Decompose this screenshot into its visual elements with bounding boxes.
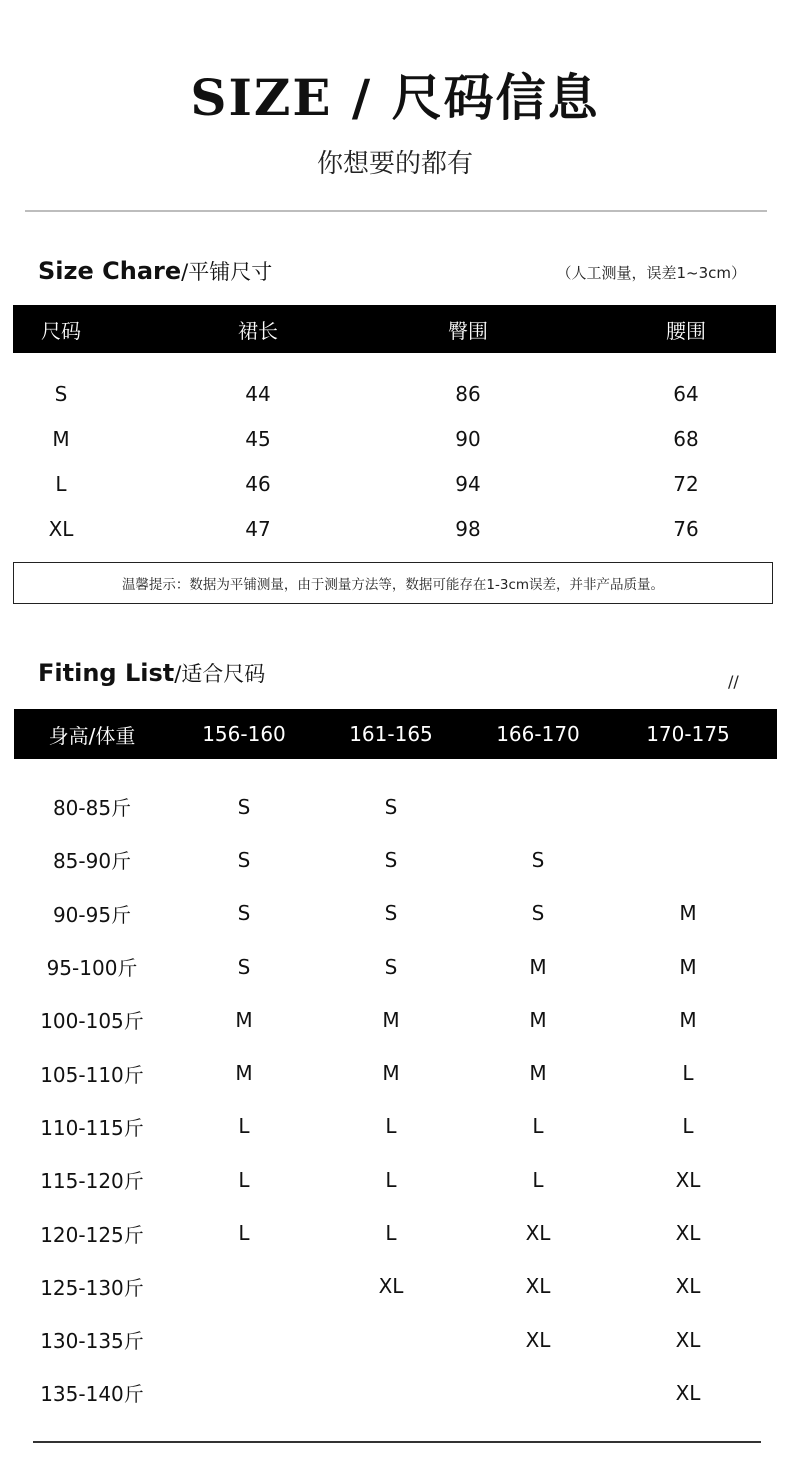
- table-row: [14, 780, 777, 833]
- size-cell: 46: [245, 471, 271, 496]
- size-cell: 68: [673, 426, 699, 451]
- fit-col-header: 身高/体重: [48, 723, 136, 748]
- fit-size-cell: L: [238, 1221, 250, 1246]
- fit-size-cell: [468, 780, 608, 833]
- fit-col-header: 156-160: [202, 722, 286, 746]
- fit-size-cell: L: [385, 1221, 397, 1246]
- fit-size-cell: L: [238, 1114, 250, 1139]
- fit-weight-cell: 110-115斤: [40, 1115, 144, 1140]
- fit-size-cell: S: [237, 954, 251, 979]
- fit-size-cell: S: [531, 901, 545, 926]
- size-cell: 45: [245, 426, 271, 451]
- fit-size-cell: L: [532, 1114, 544, 1139]
- size-chart-body: [13, 371, 776, 551]
- size-chart-title: [38, 256, 272, 286]
- fit-weight-cell: 120-125斤: [40, 1222, 144, 1247]
- fit-size-cell: S: [237, 847, 251, 872]
- fit-list-header: [14, 709, 777, 759]
- fit-weight-cell: 125-130斤: [40, 1275, 144, 1300]
- fit-weight-cell: 135-140斤: [40, 1382, 144, 1407]
- fit-size-cell: XL: [525, 1221, 551, 1246]
- size-cell: 44: [245, 381, 271, 406]
- fit-weight-cell: 80-85斤: [52, 796, 132, 821]
- table-row: [13, 461, 776, 506]
- fit-size-cell: S: [384, 794, 398, 819]
- fit-weight-cell: 115-120斤: [40, 1169, 144, 1194]
- fit-size-cell: S: [384, 954, 398, 979]
- fit-weight-cell: 105-110斤: [40, 1062, 144, 1087]
- fit-size-cell: M: [235, 1007, 253, 1032]
- fit-size-cell: XL: [675, 1327, 701, 1352]
- fit-size-cell: XL: [525, 1274, 551, 1299]
- fit-size-cell: [321, 1366, 461, 1419]
- table-row: [14, 993, 777, 1046]
- table-row: [14, 1100, 777, 1153]
- fit-size-cell: S: [237, 794, 251, 819]
- size-chart-header: [13, 305, 776, 353]
- size-chart-title-light: /平铺尺寸: [181, 260, 273, 284]
- fit-size-cell: S: [237, 901, 251, 926]
- fit-size-cell: XL: [675, 1274, 701, 1299]
- size-cell: 94: [455, 471, 481, 496]
- fit-size-cell: XL: [675, 1380, 701, 1405]
- size-cell: XL: [48, 516, 74, 541]
- header-divider: [25, 210, 767, 212]
- fit-size-cell: [468, 1366, 608, 1419]
- fit-list-title-bold: Fiting List: [38, 659, 175, 687]
- fit-size-cell: M: [529, 1061, 547, 1086]
- fit-col-header: 161-165: [349, 722, 433, 746]
- fit-weight-cell: 95-100斤: [46, 956, 138, 981]
- measurement-note: （人工测量，误差1~3cm）: [556, 264, 746, 282]
- size-cell: M: [52, 426, 70, 451]
- fit-size-cell: S: [384, 847, 398, 872]
- fit-size-cell: M: [679, 901, 697, 926]
- fit-weight-cell: 100-105斤: [40, 1009, 144, 1034]
- footer-divider: [33, 1441, 761, 1443]
- fit-size-cell: L: [682, 1114, 694, 1139]
- size-chart-title-bold: Size Chare: [38, 257, 182, 285]
- fit-size-cell: M: [382, 1061, 400, 1086]
- table-row: [13, 416, 776, 461]
- page-subtitle: 你想要的都有: [316, 149, 473, 179]
- fit-size-cell: L: [532, 1167, 544, 1192]
- fit-size-cell: XL: [525, 1327, 551, 1352]
- fit-size-cell: XL: [378, 1274, 404, 1299]
- table-row: [14, 1047, 777, 1100]
- size-cell: 47: [245, 516, 271, 541]
- fit-size-cell: L: [385, 1114, 397, 1139]
- size-notice: 温馨提示：数据为平铺测量，由于测量方法等，数据可能存在1-3cm误差，并非产品质量。: [13, 562, 773, 604]
- fit-size-cell: S: [384, 901, 398, 926]
- fit-list-title: [38, 658, 265, 688]
- size-cell: S: [54, 381, 68, 406]
- fit-size-cell: [174, 1260, 314, 1313]
- table-row: [14, 833, 777, 886]
- fit-size-cell: XL: [675, 1221, 701, 1246]
- fit-size-cell: [618, 833, 758, 886]
- fit-list-body: [14, 780, 777, 1420]
- table-row: [14, 940, 777, 993]
- fit-size-cell: L: [385, 1167, 397, 1192]
- fit-size-cell: M: [382, 1007, 400, 1032]
- fit-size-cell: S: [531, 847, 545, 872]
- size-col-header: 臀围: [448, 318, 488, 343]
- fit-size-cell: [321, 1313, 461, 1366]
- table-row: [14, 1260, 777, 1313]
- size-col-header: 尺码: [41, 318, 81, 343]
- fit-list-mark: //: [728, 672, 739, 691]
- table-row: [14, 1206, 777, 1259]
- fit-col-header: 166-170: [496, 722, 580, 746]
- fit-size-cell: M: [235, 1061, 253, 1086]
- size-cell: L: [55, 471, 67, 496]
- fit-weight-cell: 90-95斤: [52, 902, 132, 927]
- fit-size-cell: M: [679, 1007, 697, 1032]
- fit-list-title-light: /适合尺码: [174, 662, 266, 686]
- fit-size-cell: [174, 1313, 314, 1366]
- fit-weight-cell: 130-135斤: [40, 1329, 144, 1354]
- fit-weight-cell: 85-90斤: [52, 849, 132, 874]
- fit-size-cell: M: [529, 1007, 547, 1032]
- page-title: SIZE / 尺码信息: [190, 68, 600, 127]
- table-row: [14, 887, 777, 940]
- size-cell: 86: [455, 381, 481, 406]
- table-row: [13, 371, 776, 416]
- size-cell: 98: [455, 516, 481, 541]
- table-row: [13, 506, 776, 551]
- fit-size-cell: XL: [675, 1167, 701, 1192]
- fit-size-cell: L: [238, 1167, 250, 1192]
- size-col-header: 裙长: [238, 318, 278, 343]
- size-cell: 76: [673, 516, 699, 541]
- fit-size-cell: M: [679, 954, 697, 979]
- fit-col-header: 170-175: [646, 722, 730, 746]
- size-cell: 90: [455, 426, 481, 451]
- table-row: [14, 1313, 777, 1366]
- fit-size-cell: L: [682, 1061, 694, 1086]
- table-row: [14, 1366, 777, 1419]
- size-cell: 72: [673, 471, 699, 496]
- size-cell: 64: [673, 381, 699, 406]
- fit-size-cell: [174, 1366, 314, 1419]
- fit-size-cell: M: [529, 954, 547, 979]
- size-col-header: 腰围: [666, 318, 706, 343]
- fit-size-cell: [618, 780, 758, 833]
- table-row: [14, 1153, 777, 1206]
